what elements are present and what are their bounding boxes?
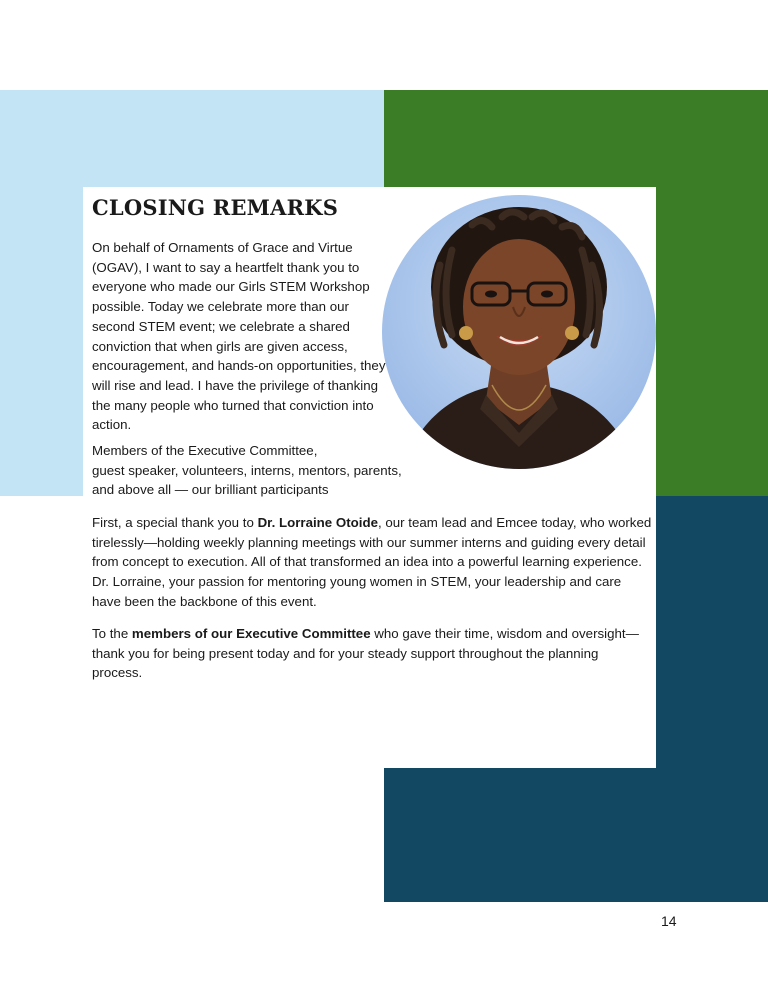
portrait-illustration — [382, 195, 656, 469]
paragraph-text: First, a special thank you to — [92, 515, 258, 530]
paragraph-text: To the — [92, 626, 132, 641]
page-number: 14 — [661, 913, 677, 929]
content-card — [83, 187, 656, 768]
thank-you-paragraph-lorraine — [92, 513, 652, 612]
intro-paragraph — [92, 238, 392, 435]
highlight-name: Dr. Lorraine Otoide — [257, 515, 378, 530]
paragraph-text: who gave their time, wisdom and oversight—thank you for being present today and for your steady support throughout the planning process. — [92, 626, 639, 681]
highlight-committee: members of our Executive Committee — [131, 626, 371, 641]
members-line: Members of the Executive Committee, — [92, 443, 318, 458]
intro-text: On behalf of Ornaments of Grace and Virtue (OGAV), I want to say a heartfelt thank you to everyone who made our Girls STEM Workshop possible. Today we celebrate more than our second STEM event; we celebrate a shared conviction that when girls are given access, encouragement, and hands-on opportunities, they will rise and lead. I have the privilege of thanking the many people who turned that conviction into action. — [92, 240, 386, 433]
members-line: and above all — our brilliant participants — [92, 482, 329, 498]
paragraph-text: , our team lead and Emcee today, who worked tirelessly—holding weekly planning meetings with our summer interns and guiding every detail from concept to execution. All of that transformed an idea into a powerful learning experience. Dr. Lorraine, your passion for mentoring young women in STEM, your leadership and care have been the backbone of this event. — [92, 515, 652, 609]
members-line: guest speaker, volunteers, interns, mentors, parents, — [92, 462, 402, 478]
members-list — [92, 441, 432, 500]
thank-you-paragraph-committee — [92, 624, 652, 683]
page-title: CLOSING REMARKS — [92, 195, 339, 220]
portrait-photo — [382, 195, 656, 469]
